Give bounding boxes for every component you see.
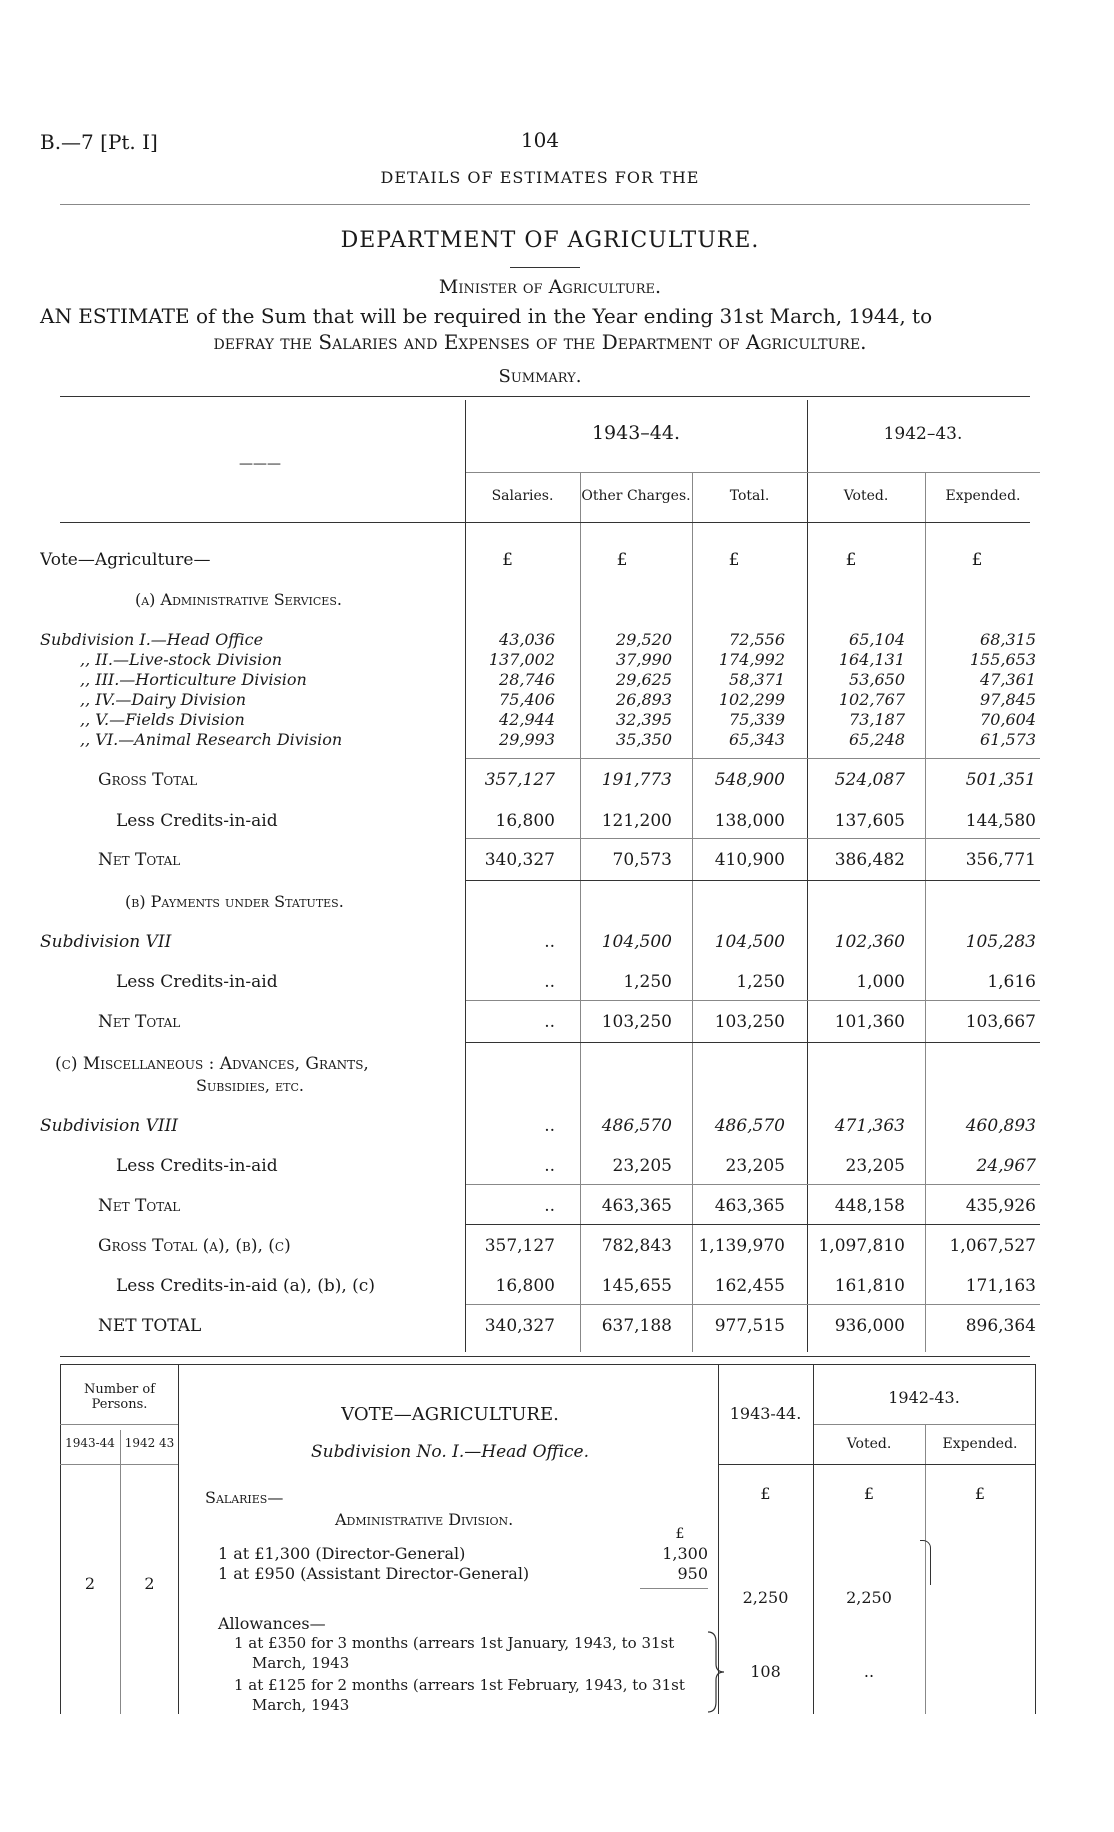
column-group-1942: 1942–43. xyxy=(883,424,963,444)
value-voted: 471,363 xyxy=(834,1116,905,1136)
value-total: 104,500 xyxy=(714,932,785,952)
detail-header-rule xyxy=(718,1464,1035,1465)
staff-description: 1 at £950 (Assistant Director-General) xyxy=(218,1564,530,1583)
value-expended: 47,361 xyxy=(980,670,1036,689)
subdivision-title: Subdivision No. I.—Head Office. xyxy=(310,1442,590,1462)
subdivision-label: ,, II.—Live-stock Division xyxy=(80,650,283,669)
value-total: 103,250 xyxy=(714,1012,785,1032)
persons-header: Number of Persons. xyxy=(83,1382,156,1412)
persons-year-rule xyxy=(60,1464,178,1465)
value-voted: 164,131 xyxy=(838,650,905,669)
column-header-rule xyxy=(60,522,1030,523)
value-voted: 161,810 xyxy=(834,1276,905,1296)
value-voted: 524,087 xyxy=(834,770,905,790)
page-reference: B.—7 [Pt. I] xyxy=(40,130,158,154)
salaries-voted-1942: 2,250 xyxy=(846,1588,892,1607)
subdivision-label: ,, V.—Fields Division xyxy=(80,710,245,729)
value-total: 162,455 xyxy=(714,1276,785,1296)
vote-title: VOTE—AGRICULTURE. xyxy=(341,1404,559,1425)
value-total: 977,515 xyxy=(714,1316,785,1336)
subdivision-label: Subdivision I.—Head Office xyxy=(40,630,264,649)
value-total: 486,570 xyxy=(714,1116,785,1136)
value-total: 58,371 xyxy=(729,670,785,689)
value-salaries: .. xyxy=(544,1156,555,1176)
col-header-voted: Voted. xyxy=(843,488,889,504)
subdivision-label: ,, IV.—Dairy Division xyxy=(80,690,247,709)
expended-header: Expended. xyxy=(942,1436,1018,1452)
staff-description: 1 at £1,300 (Director-General) xyxy=(218,1544,466,1563)
value-other-charges: 191,773 xyxy=(601,770,672,790)
detail-col-rule xyxy=(1035,1364,1036,1714)
value-other-charges: 104,500 xyxy=(601,932,672,952)
department-title: DEPARTMENT OF AGRICULTURE. xyxy=(340,228,760,253)
vote-row xyxy=(40,550,1040,574)
col-header-other-charges: Other Charges. xyxy=(581,488,691,504)
page-number: 104 xyxy=(520,128,560,152)
allowance-line: 1 at £125 for 2 months (arrears 1st February, 1943, to 31st xyxy=(234,1676,685,1694)
value-other-charges: 37,990 xyxy=(616,650,672,669)
allowances-total-1943: 108 xyxy=(750,1662,781,1681)
detail-top-rule xyxy=(60,1364,1035,1365)
value-voted: 1,097,810 xyxy=(818,1236,905,1256)
value-total: 463,365 xyxy=(714,1196,785,1216)
currency-symbol: £ xyxy=(974,1484,986,1503)
value-expended: 896,364 xyxy=(965,1316,1036,1336)
section-b-heading: (b) Payments under Statutes. xyxy=(125,892,344,911)
subdivision-row xyxy=(40,690,1040,710)
row-label: Subdivision VIII xyxy=(40,1116,179,1136)
staff-amount: 1,300 xyxy=(662,1544,708,1563)
value-salaries: 340,327 xyxy=(484,1316,555,1336)
subtotal-rule xyxy=(466,758,1040,759)
gross-total-row xyxy=(40,770,1040,794)
allowances-voted-1942: .. xyxy=(863,1662,875,1681)
row-label: Subdivision VII xyxy=(40,932,172,952)
row-label: Net Total xyxy=(98,850,181,870)
value-other-charges: 145,655 xyxy=(601,1276,672,1296)
estimate-line-2 xyxy=(100,330,980,354)
row-label: Less Credits-in-aid xyxy=(116,811,278,831)
section-c-heading-cont: Subsidies, etc. xyxy=(196,1076,304,1095)
currency-symbol: £ xyxy=(502,550,513,570)
subtotal-rule xyxy=(466,1304,1040,1305)
value-expended: 460,893 xyxy=(965,1116,1036,1136)
value-salaries: 357,127 xyxy=(484,770,555,790)
title-rule xyxy=(510,267,580,268)
value-total: 65,343 xyxy=(729,730,785,749)
value-salaries: 29,993 xyxy=(499,730,555,749)
summary-col-rule xyxy=(925,472,926,1352)
salaries-total-1943: 2,250 xyxy=(742,1588,789,1607)
currency-symbol: £ xyxy=(863,1484,875,1503)
value-other-charges: 637,188 xyxy=(601,1316,672,1336)
summary-bottom-rule xyxy=(60,1356,1030,1357)
minister-line: Minister of Agriculture. xyxy=(438,276,662,298)
value-expended: 24,967 xyxy=(976,1156,1036,1176)
summary-top-rule xyxy=(60,396,1030,397)
allowance-line-cont: March, 1943 xyxy=(252,1696,350,1714)
subtotal-rule xyxy=(466,1000,1040,1001)
persons-count-1942: 2 xyxy=(144,1574,155,1593)
currency-symbol: £ xyxy=(760,1484,771,1503)
detail-col-rule xyxy=(120,1430,121,1714)
summary-col-rule xyxy=(580,472,581,1352)
grand-gross-total-row xyxy=(40,1236,1040,1260)
subdivision-row xyxy=(40,670,1040,690)
value-salaries: 43,036 xyxy=(499,630,555,649)
value-total: 72,556 xyxy=(729,630,785,649)
value-other-charges: 32,395 xyxy=(616,710,672,729)
value-other-charges: 103,250 xyxy=(601,1012,672,1032)
value-total: 23,205 xyxy=(725,1156,785,1176)
value-total: 138,000 xyxy=(714,811,785,831)
year-header-rule xyxy=(814,1424,1035,1425)
value-expended: 171,163 xyxy=(965,1276,1036,1296)
value-expended: 155,653 xyxy=(969,650,1036,669)
year-1943-header: 1943-44. xyxy=(729,1404,802,1423)
column-group-1943: 1943–44. xyxy=(591,422,681,444)
value-other-charges: 26,893 xyxy=(616,690,672,709)
less-credits-row xyxy=(40,1156,1040,1180)
value-salaries: 42,944 xyxy=(499,710,555,729)
value-other-charges: 29,625 xyxy=(616,670,672,689)
subdivision-vii-row xyxy=(40,932,1040,956)
section-rule xyxy=(466,880,1040,881)
value-other-charges: 1,250 xyxy=(623,972,672,992)
staff-line xyxy=(218,1564,708,1583)
row-label: Less Credits-in-aid xyxy=(116,1156,278,1176)
allowance-line-cont: March, 1943 xyxy=(252,1654,350,1672)
row-label: Gross Total xyxy=(98,770,198,790)
subdivision-viii-row xyxy=(40,1116,1040,1140)
value-other-charges: 29,520 xyxy=(616,630,672,649)
value-voted: 102,360 xyxy=(834,932,905,952)
row-label: NET TOTAL xyxy=(98,1316,202,1336)
value-expended: 1,067,527 xyxy=(949,1236,1036,1256)
value-total: 75,339 xyxy=(729,710,785,729)
year-1942-header: 1942-43. xyxy=(888,1388,960,1407)
value-voted: 53,650 xyxy=(849,670,905,689)
value-expended: 144,580 xyxy=(965,811,1036,831)
summary-col-rule xyxy=(692,472,693,1352)
grand-less-credits-row xyxy=(40,1276,1040,1300)
header-rule xyxy=(60,204,1030,205)
value-other-charges: 486,570 xyxy=(601,1116,672,1136)
staff-amount: 950 xyxy=(677,1564,708,1583)
section-c-heading: (c) Miscellaneous : Advances, Grants, xyxy=(55,1054,369,1074)
voted-header: Voted. xyxy=(846,1436,892,1452)
subtotal-rule xyxy=(466,1184,1040,1185)
value-salaries: 137,002 xyxy=(488,650,555,669)
allowance-line: 1 at £350 for 3 months (arrears 1st January, 1943, to 31st xyxy=(234,1634,675,1652)
col-header-total: Total. xyxy=(729,488,770,504)
value-voted: 448,158 xyxy=(834,1196,905,1216)
value-voted: 65,248 xyxy=(849,730,905,749)
value-total: 548,900 xyxy=(714,770,785,790)
value-voted: 386,482 xyxy=(834,850,905,870)
section-a-heading: (a) Administrative Services. xyxy=(135,590,342,609)
salaries-heading: Salaries— xyxy=(205,1488,284,1507)
subdivision-row xyxy=(40,710,1040,730)
estimate-line-1: AN ESTIMATE of the Sum that will be required in the Year ending 31st March, 1944, to xyxy=(40,304,933,328)
pound-subcolumn: £ xyxy=(675,1526,685,1542)
net-total-row xyxy=(40,1196,1040,1220)
value-other-charges: 35,350 xyxy=(616,730,672,749)
currency-symbol: £ xyxy=(616,550,628,570)
row-label: Gross Total (a), (b), (c) xyxy=(98,1236,291,1256)
value-voted: 65,104 xyxy=(849,630,905,649)
value-voted: 101,360 xyxy=(834,1012,905,1032)
value-expended: 70,604 xyxy=(980,710,1036,729)
value-voted: 936,000 xyxy=(834,1316,905,1336)
value-total: 102,299 xyxy=(718,690,785,709)
row-label: Less Credits-in-aid (a), (b), (c) xyxy=(116,1276,375,1296)
admin-division-heading: Administrative Division. xyxy=(335,1510,514,1529)
subdivision-row xyxy=(40,630,1040,650)
detail-col-rule xyxy=(178,1364,179,1714)
value-expended: 97,845 xyxy=(980,690,1036,709)
currency-symbol: £ xyxy=(728,550,740,570)
value-expended: 1,616 xyxy=(987,972,1036,992)
value-salaries: 16,800 xyxy=(495,811,555,831)
subdivision-label: ,, VI.—Animal Research Division xyxy=(80,730,343,749)
value-salaries: 340,327 xyxy=(484,850,555,870)
col-header-salaries: Salaries. xyxy=(491,488,554,504)
value-total: 410,900 xyxy=(714,850,785,870)
currency-symbol: £ xyxy=(845,550,857,570)
subdivision-label: ,, III.—Horticulture Division xyxy=(80,670,307,689)
value-expended: 501,351 xyxy=(965,770,1036,790)
grand-net-total-row xyxy=(40,1316,1040,1340)
section-rule xyxy=(466,1042,1040,1043)
net-total-row xyxy=(40,1012,1040,1036)
net-total-row xyxy=(40,850,1040,874)
value-expended: 68,315 xyxy=(980,630,1036,649)
dash-placeholder: ——— xyxy=(239,456,281,472)
value-expended: 435,926 xyxy=(965,1196,1036,1216)
estimate-line-2-text: defray the Salaries and Expenses of the Department of Agriculture. xyxy=(213,330,867,354)
row-label: Less Credits-in-aid xyxy=(116,972,278,992)
less-credits-row xyxy=(40,811,1040,835)
allowances-heading: Allowances— xyxy=(218,1614,326,1633)
value-other-charges: 463,365 xyxy=(601,1196,672,1216)
persons-header-rule xyxy=(60,1424,178,1425)
detail-col-rule xyxy=(60,1364,61,1714)
col-header-expended: Expended. xyxy=(945,488,1021,504)
value-total: 174,992 xyxy=(718,650,785,669)
value-salaries: 75,406 xyxy=(499,690,555,709)
value-expended: 103,667 xyxy=(965,1012,1036,1032)
value-voted: 102,767 xyxy=(838,690,905,709)
value-expended: 356,771 xyxy=(965,850,1036,870)
value-salaries: .. xyxy=(544,1012,555,1032)
persons-year-1943: 1943-44 xyxy=(65,1436,115,1450)
currency-symbol: £ xyxy=(971,550,983,570)
value-salaries: 357,127 xyxy=(484,1236,555,1256)
subtotal-rule xyxy=(466,838,1040,839)
page-subtitle: DETAILS OF ESTIMATES FOR THE xyxy=(380,168,700,187)
summary-heading: Summary. xyxy=(498,366,582,387)
subdivision-row xyxy=(40,730,1040,750)
staff-line xyxy=(218,1544,708,1563)
staff-amount-rule xyxy=(640,1588,708,1589)
value-salaries: .. xyxy=(544,1196,555,1216)
row-label: Net Total xyxy=(98,1012,181,1032)
section-rule xyxy=(466,1224,1040,1225)
column-group-rule xyxy=(466,472,1040,473)
value-other-charges: 121,200 xyxy=(601,811,672,831)
vote-label: Vote—Agriculture— xyxy=(40,550,211,570)
value-voted: 73,187 xyxy=(849,710,905,729)
value-salaries: .. xyxy=(544,972,555,992)
value-total: 1,250 xyxy=(736,972,785,992)
right-brace xyxy=(920,1540,931,1585)
row-label: Net Total xyxy=(98,1196,181,1216)
value-total: 1,139,970 xyxy=(698,1236,785,1256)
value-salaries: .. xyxy=(544,1116,555,1136)
value-other-charges: 23,205 xyxy=(612,1156,672,1176)
value-salaries: .. xyxy=(544,932,555,952)
value-voted: 1,000 xyxy=(856,972,905,992)
value-expended: 61,573 xyxy=(980,730,1036,749)
value-other-charges: 782,843 xyxy=(601,1236,672,1256)
value-voted: 137,605 xyxy=(834,811,905,831)
value-other-charges: 70,573 xyxy=(612,850,672,870)
subdivision-row xyxy=(40,650,1040,670)
persons-count-1943: 2 xyxy=(84,1574,96,1593)
value-expended: 105,283 xyxy=(965,932,1036,952)
value-voted: 23,205 xyxy=(845,1156,905,1176)
persons-year-1942: 1942 43 xyxy=(124,1436,175,1450)
value-salaries: 16,800 xyxy=(495,1276,555,1296)
value-salaries: 28,746 xyxy=(499,670,555,689)
less-credits-row xyxy=(40,972,1040,996)
